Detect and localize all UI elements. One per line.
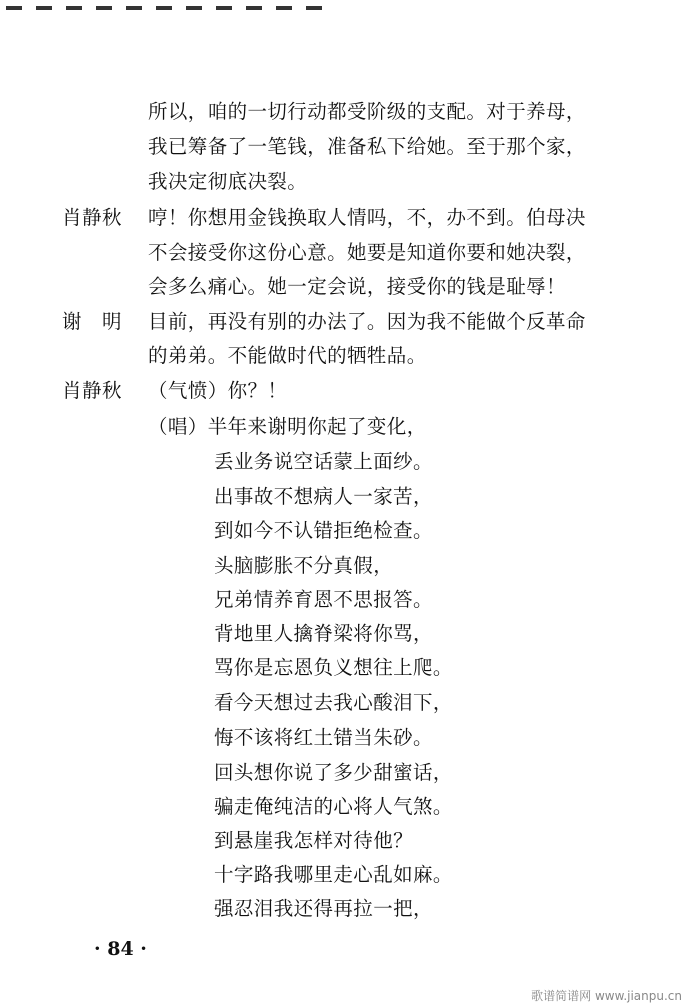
verse-line: 兄弟情养育恩不思报答。 bbox=[214, 588, 433, 611]
dialogue-line: 的弟弟。不能做时代的牺牲品。 bbox=[148, 344, 427, 367]
dialogue-line: 我决定彻底决裂。 bbox=[148, 170, 308, 193]
verse-line: 强忍泪我还得再拉一把， bbox=[214, 897, 433, 920]
verse-line: 骗走俺纯洁的心将人气煞。 bbox=[214, 795, 453, 818]
verse-line: 到如今不认错拒绝检查。 bbox=[214, 519, 433, 542]
speaker-name: 谢 明 bbox=[62, 310, 123, 333]
dialogue-line: 会多么痛心。她一定会说，接受你的钱是耻辱！ bbox=[148, 275, 566, 298]
verse-line: 悔不该将红土错当朱砂。 bbox=[214, 726, 433, 749]
verse-line: 十字路我哪里走心乱如麻。 bbox=[214, 863, 453, 886]
verse-line: 回头想你说了多少甜蜜话， bbox=[214, 761, 453, 784]
top-dashed-rule bbox=[6, 6, 326, 10]
page-number: · 84 · bbox=[94, 938, 147, 960]
verse-line: 头脑膨胀不分真假， bbox=[214, 554, 394, 577]
dialogue-line: 所以，咱的一切行动都受阶级的支配。对于养母， bbox=[148, 100, 586, 123]
site-watermark: 歌谱简谱网 www.jianpu.cn bbox=[531, 989, 682, 1003]
stage-direction: （气愤）你？！ bbox=[148, 379, 288, 402]
speaker-name: 肖静秋 bbox=[62, 379, 123, 402]
dialogue-line: 哼！你想用金钱换取人情吗，不，办不到。伯母决 bbox=[148, 206, 586, 229]
verse-line: 丢业务说空话蒙上面纱。 bbox=[214, 450, 433, 473]
dialogue-line: 目前，再没有别的办法了。因为我不能做个反革命 bbox=[148, 310, 586, 333]
song-line: （唱）半年来谢明你起了变化， bbox=[148, 415, 427, 438]
verse-line: 骂你是忘恩负义想往上爬。 bbox=[214, 656, 453, 679]
speaker-name: 肖静秋 bbox=[62, 206, 123, 229]
dialogue-line: 我已筹备了一笔钱，准备私下给她。至于那个家， bbox=[148, 135, 586, 158]
verse-line: 看今天想过去我心酸泪下， bbox=[214, 691, 453, 714]
dialogue-line: 不会接受你这份心意。她要是知道你要和她决裂， bbox=[148, 241, 586, 264]
verse-line: 到悬崖我怎样对待他？ bbox=[214, 829, 414, 852]
verse-line: 出事故不想病人一家苦， bbox=[214, 485, 433, 508]
verse-line: 背地里人擒脊梁将你骂， bbox=[214, 622, 433, 645]
